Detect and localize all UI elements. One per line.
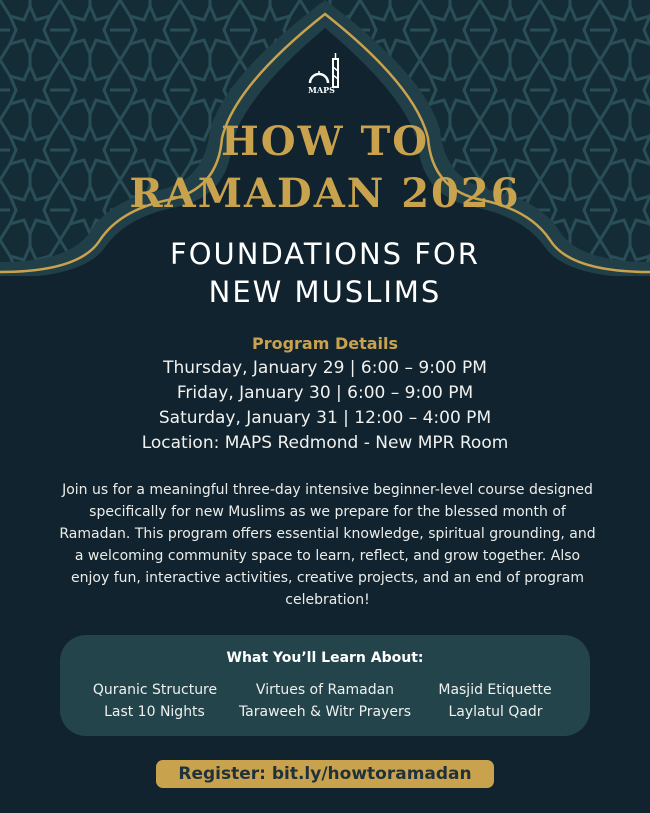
session-saturday: Saturday, January 31 | 12:00 – 4:00 PM (158, 408, 492, 428)
program-details (0, 332, 650, 456)
svg-text:MAPS: MAPS (308, 85, 335, 95)
topic-item: Masjid Etiquette (438, 682, 552, 698)
session-thursday: Thursday, January 29 | 6:00 – 9:00 PM (163, 358, 487, 378)
topic-item: Taraweeh & Witr Prayers (238, 704, 412, 720)
session-friday: Friday, January 30 | 6:00 – 9:00 PM (176, 383, 474, 403)
topic-item: Virtues of Ramadan (255, 682, 395, 698)
subtitle-line-1: FOUNDATIONS FOR (170, 237, 480, 271)
description: Join us for a meaningful three-day intensive beginner-level course designed specifically for new Muslims as we prepare for the blessed month of Ramadan. This program offers essential knowledge, spiritual grounding, and a welcoming community space to learn, reflect, and grow together. Also enjoy fun, interactive activities, creative projects, and an end of program celebration! (59, 482, 596, 608)
learn-topics-panel (60, 635, 590, 736)
program-details-heading: Program Details (251, 334, 399, 353)
title-line-1: HOW TO (220, 118, 430, 165)
topics-row (60, 679, 590, 701)
topic-item: Laylatul Qadr (448, 704, 543, 720)
topics-grid (60, 679, 590, 723)
register-link[interactable]: Register: bit.ly/howtoramadan (156, 760, 494, 788)
subtitle-line-2: NEW MUSLIMS (208, 275, 442, 309)
learn-heading: What You’ll Learn About: (226, 650, 424, 666)
title-line-2: RAMADAN 2026 (129, 170, 521, 217)
topic-item: Quranic Structure (92, 682, 218, 698)
maps-logo-icon (306, 45, 346, 95)
topic-item: Last 10 Nights (104, 704, 205, 720)
location: Location: MAPS Redmond - New MPR Room (141, 433, 509, 453)
topics-row (60, 701, 590, 723)
